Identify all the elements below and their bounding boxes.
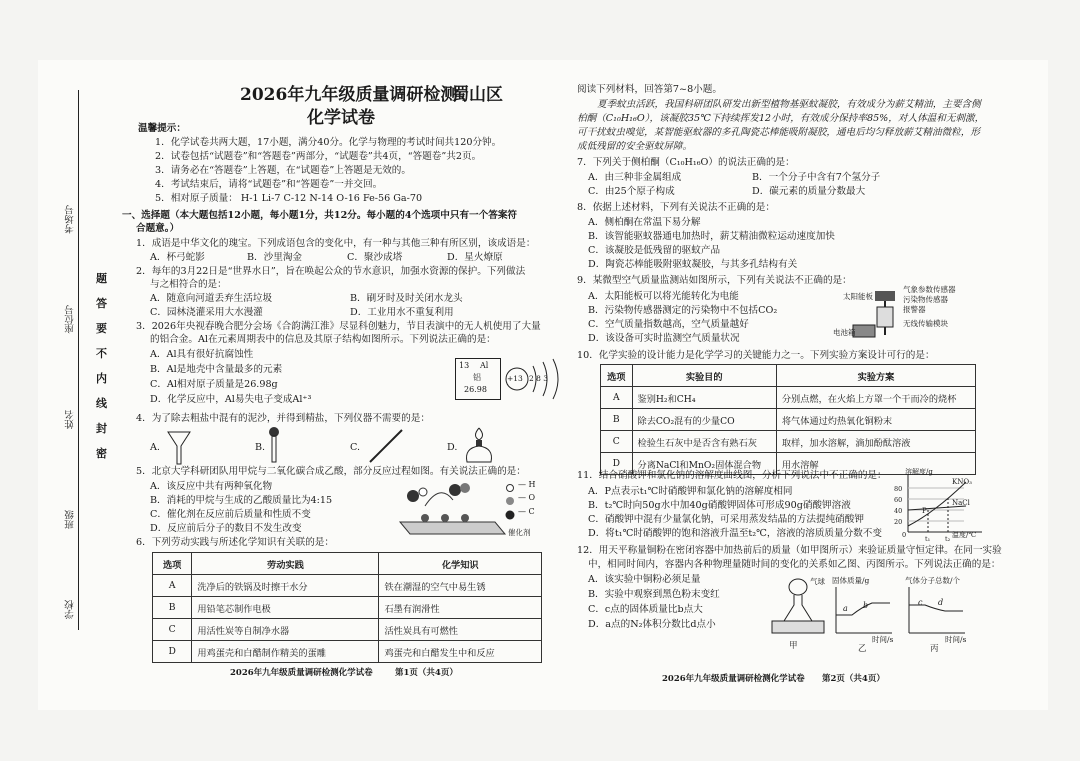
notice-item: 1．化学试卷共两大题，17小题，满分40分。化学与物理的考试时间共120分钟。 <box>155 137 502 148</box>
seal-char: 要 <box>96 322 107 335</box>
q12-option: A．该实验中铜粉必须足量 <box>588 574 701 585</box>
atomic-mass: 26.98 <box>464 385 487 394</box>
q1-option: D．星火燎原 <box>447 252 503 263</box>
table-row <box>153 641 542 663</box>
x-tick: t₁ <box>925 535 931 543</box>
q12-stem: 12．用天平称量铜粉在密闭容器中加热前后的质量（如甲图所示）来验证质量守恒定律。在同一实验 <box>577 545 1002 556</box>
table-header: 实验方案 <box>776 365 975 387</box>
table-header: 化学知识 <box>379 553 542 575</box>
reading-line: 成低残留的安全驱蚊屏障。 <box>577 141 693 152</box>
table-cell: C <box>153 619 192 641</box>
q2-option: A．随意向河道丢弃生活垃圾 <box>150 293 273 304</box>
table-cell: 鉴别H₂和CH₄ <box>632 387 776 409</box>
q5-option: B．消耗的甲烷与生成的乙酸质量比为4:15 <box>150 495 333 506</box>
reading-line: 柏酮（C₁₀H₁₆O），该凝胶35℃下持续挥发12小时，有效成分保持率85%，对人体温和无刺激， <box>577 113 985 124</box>
q7-option: A．由三种非金属组成 <box>588 172 682 183</box>
table-header: 选项 <box>601 365 633 387</box>
seat-no-label: 座位号 <box>65 305 76 334</box>
notice-item: 5．相对原子质量： H-1 Li-7 C-12 N-14 O-16 Fe-56 Ga-70 <box>155 193 423 204</box>
label-battery: 电池箱 <box>833 328 856 337</box>
table-cell: 分别点燃，在火焰上方罩一个干而冷的烧杯 <box>776 387 975 409</box>
label-pollutant-sensor: 污染物传感器 <box>903 295 948 304</box>
funnel-icon <box>166 430 192 466</box>
q11-option: A．P点表示t₁℃时硝酸钾和氯化钠的溶解度相同 <box>588 486 793 497</box>
nucleus-charge: +13 <box>507 374 523 383</box>
point-a: a <box>843 604 848 613</box>
bing-xlabel: 时间/s <box>945 635 967 644</box>
table-header: 实验目的 <box>632 365 776 387</box>
table-cell: C <box>601 431 633 453</box>
periodic-cell <box>455 358 501 400</box>
y-tick: 60 <box>894 496 903 504</box>
q9-option: C．空气质量指数越高，空气质量越好 <box>588 319 749 330</box>
q7-option: D．碳元素的质量分数最大 <box>752 186 866 197</box>
q12-option: C．c点的固体质量比b点大 <box>588 604 703 615</box>
notice-heading: 温馨提示： <box>138 123 186 134</box>
table-cell: D <box>153 641 192 663</box>
q1-option: C．聚沙成塔 <box>347 252 403 263</box>
q7-option: C．由25个原子构成 <box>588 186 675 197</box>
reaction-process-diagram <box>395 478 515 538</box>
seal-char: 答 <box>96 297 107 310</box>
q12-option: B．实验中观察到黑色粉末变红 <box>588 589 720 600</box>
q11-option: B．t₂℃时向50g水中加40g硝酸钾固体可形成90g硝酸钾溶液 <box>588 500 851 511</box>
y-tick: 20 <box>894 518 903 526</box>
table-cell: 铁在潮湿的空气中易生锈 <box>379 575 542 597</box>
q10-stem: 10．化学实验的设计能力是化学学习的关键能力之一。下列实验方案设计可行的是： <box>577 350 935 361</box>
q1-option: A．杯弓蛇影 <box>150 252 205 263</box>
table-cell: 洗净后的铁锅及时擦干水分 <box>192 575 379 597</box>
q3-option: D．化学反应中，Al易失电子变成Al⁺³ <box>150 394 312 405</box>
atomic-number: 13 <box>459 361 470 370</box>
seal-char: 题 <box>96 272 107 285</box>
glass-rod-icon <box>366 428 406 464</box>
q11-stem: 11．结合硝酸钾和氯化钠的溶解度曲线图，分析下列说法中不正确的是： <box>577 470 887 481</box>
q3-stem-cont: 的铝合金。Al在元素周期表中的信息及其原子结构如图所示。下列说法正确的是： <box>150 334 496 345</box>
legend-o: — O <box>518 493 536 502</box>
q6-stem: 6．下列劳动实践与所述化学知识有关联的是： <box>136 537 334 548</box>
q4-option: D. <box>447 442 458 453</box>
yi-xlabel: 时间/s <box>872 635 894 644</box>
q2-option: D．工业用水不重复利用 <box>350 307 454 318</box>
q4-option: B. <box>255 442 266 453</box>
legend-c: — C <box>518 507 535 516</box>
table-cell: 取样，加水溶解，滴加酚酞溶液 <box>776 431 975 453</box>
q5-option: C．催化剂在反应前后质量和性质不变 <box>150 509 311 520</box>
reading-line: 可干扰蚊虫嗅觉，某智能驱蚊器的多孔陶瓷芯棒能吸附凝胶，通电后均匀释放薪艾精油微粒，形 <box>577 127 980 138</box>
table-row <box>153 597 542 619</box>
notice-item: 4．考试结束后，请将“试题卷”和“答题卷”一并交回。 <box>155 179 383 190</box>
q10-table <box>600 364 976 475</box>
table-cell: D <box>601 453 633 475</box>
table-cell: B <box>601 409 633 431</box>
name-label: 姓名 <box>65 410 76 429</box>
chart-xlabel: 温度/℃ <box>952 531 977 539</box>
table-cell: B <box>153 597 192 619</box>
table-cell: 用活性炭等自制净水器 <box>192 619 379 641</box>
catalyst-label: 催化剂 <box>508 528 531 537</box>
section-heading: 一、选择题（本大题包括12小题，每小题1分，共12分。每小题的4个选项中只有一个答案符 <box>122 210 518 221</box>
seal-char: 封 <box>96 422 107 435</box>
table-cell: 检验生石灰中是否含有熟石灰 <box>632 431 776 453</box>
table-header: 选项 <box>153 553 192 575</box>
balloon-label: 气球 <box>810 577 825 586</box>
q6-table <box>152 552 542 663</box>
q8-option: A．侧柏酮在常温下易分解 <box>588 217 701 228</box>
q7-option: B．一个分子中含有7个氢分子 <box>752 172 881 183</box>
table-row <box>153 619 542 641</box>
table-header-row <box>153 553 542 575</box>
binding-line <box>78 90 79 630</box>
q9-stem: 9．某微型空气质量监测站如图所示，下列有关说法不正确的是： <box>577 275 852 286</box>
element-symbol: Al <box>480 361 489 370</box>
section-heading-cont: 合题意。） <box>136 223 180 234</box>
q3-option: C．Al相对原子质量是26.98g <box>150 379 278 390</box>
table-cell: 用铅笔芯制作电极 <box>192 597 379 619</box>
table-header: 劳动实践 <box>192 553 379 575</box>
chart-ylabel: 溶解度/g <box>905 468 933 476</box>
table-row <box>601 431 976 453</box>
table-cell: 活性炭具有可燃性 <box>379 619 542 641</box>
subject-title: 化学试卷 <box>307 108 375 128</box>
label-solar: 太阳能板 <box>843 292 873 301</box>
q3-option: A．Al具有很好抗腐蚀性 <box>150 349 254 360</box>
q4-stem: 4．为了除去粗盐中混有的泥沙，并得到精盐，下列仪器不需要的是： <box>136 413 430 424</box>
q11-option: D．将t₁℃时硝酸钾的饱和溶液升温至t₂℃，溶液的溶质质量分数不变 <box>588 528 882 539</box>
q4-option: A. <box>150 442 160 453</box>
q3-option: B．Al是地壳中含量最多的元素 <box>150 364 283 375</box>
reading-intro: 阅读下列材料，回答第7~8小题。 <box>577 84 722 95</box>
label-alarm: 报警器 <box>903 305 926 314</box>
point-b: b <box>863 601 869 610</box>
q4-option: C. <box>350 442 361 453</box>
table-cell: 用鸡蛋壳和白醋制作精美的蛋雕 <box>192 641 379 663</box>
y-tick: 40 <box>894 507 903 515</box>
x-tick: t₂ <box>945 535 951 543</box>
table-cell: A <box>601 387 633 409</box>
table-cell: A <box>153 575 192 597</box>
seal-char: 密 <box>96 447 107 460</box>
fig-yi-label: 乙 <box>858 644 867 654</box>
q5-option: A．该反应中共有两种氧化物 <box>150 481 273 492</box>
label-weather-sensor: 气象参数传感器 <box>903 285 956 294</box>
q8-option: B．该智能驱蚊器通电加热时，薪艾精油微粒运动速度加快 <box>588 231 835 242</box>
gas-molecule-graph <box>905 585 967 637</box>
q2-stem-cont: 与之相符合的是： <box>150 279 227 290</box>
q8-option: C．该凝胶是低残留的驱蚊产品 <box>588 245 721 256</box>
table-row <box>601 409 976 431</box>
class-label: 班级 <box>65 510 76 529</box>
q3-stem: 3．2026年央视春晚合肥分会场《合韵满江淮》尽显科创魅力，节目表演中的无人机使用了大量 <box>136 321 541 332</box>
table-row <box>601 387 976 409</box>
q2-option: B．刷牙时及时关闭水龙头 <box>350 293 463 304</box>
point-p: P <box>922 507 927 515</box>
q8-option: D．陶瓷芯棒能吸附驱蚊凝胶，与其多孔结构有关 <box>588 259 798 270</box>
table-cell: 除去CO₂混有的少量CO <box>632 409 776 431</box>
school-label: 学校 <box>65 600 76 619</box>
legend-h: — H <box>518 480 536 489</box>
table-row <box>153 575 542 597</box>
footer-page: 第1页（共4页） <box>395 668 458 678</box>
q9-option: D．该设备可实时监测空气质量状况 <box>588 333 740 344</box>
q2-option: C．园林浇灌采用大水漫灌 <box>150 307 263 318</box>
element-name: 铝 <box>473 373 481 382</box>
seal-char: 线 <box>96 397 107 410</box>
exam-no-label: 考场号 <box>65 205 76 234</box>
table-cell: 用水溶解 <box>776 453 975 475</box>
alcohol-lamp-icon <box>462 426 496 464</box>
q12-stem-cont: 中，相同时间内，容器内各种物理量随时间的变化的关系如乙图、丙图所示。下列说法正确的是： <box>588 559 1001 570</box>
q2-stem: 2．每年的3月22日是“世界水日”，旨在唤起公众的节水意识，加强水资源的保护。下列做法 <box>136 266 526 277</box>
q1-stem: 1．成语是中华文化的瑰宝。下列成语包含的变化中，有一种与其他三种有所区别，该成语是： <box>136 238 536 249</box>
label-wireless: 无线传输模块 <box>903 319 948 328</box>
district: 蜀山区 <box>452 85 503 105</box>
q5-option: D．反应前后分子的数目不发生改变 <box>150 523 302 534</box>
footer-page: 第2页（共4页） <box>822 674 885 684</box>
seal-char: 内 <box>96 372 107 385</box>
table-cell: 石墨有润滑性 <box>379 597 542 619</box>
q11-option: C．硝酸钾中混有少量氯化钠，可采用蒸发结晶的方法提纯硝酸钾 <box>588 514 864 525</box>
bing-ylabel: 气体分子总数/个 <box>905 576 961 585</box>
footer-text: 2026年九年级质量调研检测化学试卷 <box>662 674 805 684</box>
q5-stem: 5．北京大学科研团队用甲烷与二氧化碳合成乙酸，部分反应过程如图。有关说法正确的是： <box>136 466 526 477</box>
fig-jia-label: 甲 <box>789 641 798 651</box>
point-d: d <box>938 598 944 607</box>
q1-option: B．沙里淘金 <box>247 252 303 263</box>
footer-text: 2026年九年级质量调研检测化学试卷 <box>230 668 373 678</box>
origin-label: 0 <box>902 531 907 539</box>
fig-bing-label: 丙 <box>930 644 939 654</box>
q12-option: D．a点的N₂体积分数比d点小 <box>588 619 716 630</box>
electron-shells: 2 8 3 <box>529 374 549 383</box>
reading-line: 夏季蚊虫活跃，我国科研团队研发出新型植物基驱蚊凝胶，有效成分为薪艾精油，主要含侧 <box>597 99 981 110</box>
seal-char: 不 <box>96 347 107 360</box>
series-nacl: NaCl <box>952 499 970 507</box>
table-cell: 分离NaCl和MnO₂固体混合物 <box>632 453 776 475</box>
series-kno3: KNO₃ <box>952 478 972 486</box>
notice-item: 3．请务必在“答题卷”上答题，在“试题卷”上答题是无效的。 <box>155 165 411 176</box>
y-tick: 80 <box>894 485 903 493</box>
yi-ylabel: 固体质量/g <box>832 576 870 585</box>
q7-stem: 7．下列关于侧柏酮（C₁₀H₁₆O）的说法正确的是： <box>577 157 795 168</box>
page-title: 2026年九年级质量调研检测 <box>240 85 458 105</box>
q9-option: B．污染物传感器测定的污染物中不包括CO₂ <box>588 305 778 316</box>
point-c: c <box>918 598 923 607</box>
q8-stem: 8．依据上述材料，下列有关说法不正确的是： <box>577 202 775 213</box>
notice-item: 2．试卷包括“试题卷”和“答题卷”两部分，“试题卷”共4页，“答题卷”共2页。 <box>155 151 482 162</box>
dropper-icon <box>266 426 282 466</box>
q9-option: A．太阳能板可以将光能转化为电能 <box>588 291 739 302</box>
table-cell: 鸡蛋壳和白醋发生中和反应 <box>379 641 542 663</box>
legend-atoms <box>505 483 519 523</box>
table-header-row <box>601 365 976 387</box>
table-cell: 将气体通过灼热氧化铜粉末 <box>776 409 975 431</box>
